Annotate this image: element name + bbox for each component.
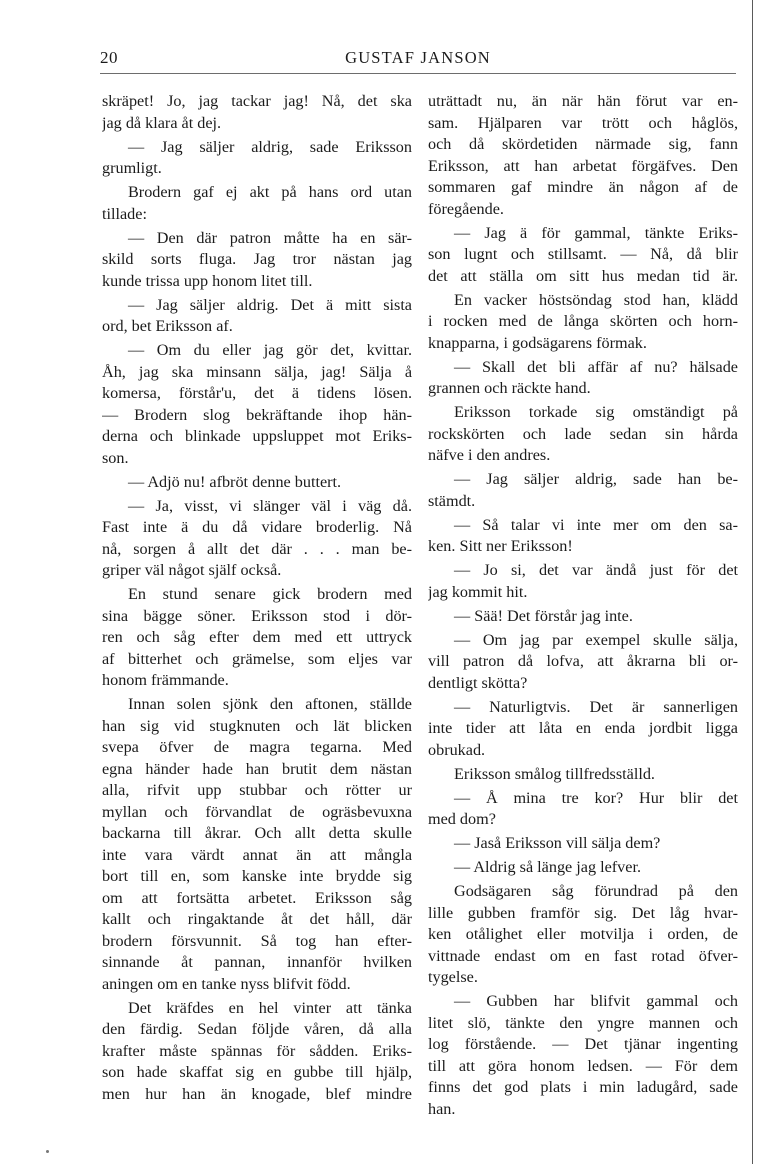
text-line: uträttadt nu, än när hän förut var en- xyxy=(428,92,738,110)
text-line: — Skall det bli affär af nu? hälsade xyxy=(454,357,738,376)
text-line: vittnade endast om en fast rotad öfver- xyxy=(428,946,738,965)
text-line: litet slö, tänkte den yngre mannen och xyxy=(428,1013,738,1032)
text-line: Brodern gaf ej akt på hans ord utan xyxy=(128,183,412,201)
text-line: sam. Hjälparen var trött och håglös, xyxy=(428,113,738,132)
text-line: Godsägaren såg förundrad på den xyxy=(454,882,738,900)
text-line: — Jaså Eriksson vill sälja dem? xyxy=(454,834,661,852)
text-line: näfve i den andres. xyxy=(428,446,551,464)
text-line: son lugnt och stillsamt. — Nå, då blir xyxy=(428,245,738,263)
running-title: GUSTAF JANSON xyxy=(345,48,491,67)
text-line: obrukad. xyxy=(428,740,486,759)
text-line: lille gubben framför sig. Det låg hvar- xyxy=(428,903,738,922)
text-line: Eriksson, att han arbetat förgäfves. Den xyxy=(428,156,738,175)
text-line: jag kommit hit. xyxy=(428,582,528,601)
text-line: krafter måste spännas för sådden. Eriks- xyxy=(102,1041,412,1060)
text-line: honom främmande. xyxy=(102,671,229,689)
text-line: kunde trissa upp honom litet till. xyxy=(102,271,313,290)
text-line: till att göra honom ledsen. — För dem xyxy=(428,1056,738,1075)
text-line: myllan och förvandlat de ogräsbevuxna xyxy=(102,802,412,821)
paper-speck xyxy=(46,1150,49,1153)
text-line: vill patron då lofva, att åkrarna bli or- xyxy=(428,652,738,670)
text-line: knapparna, i godsägarens förmak. xyxy=(428,333,647,352)
text-line: — Aldrig så länge jag lefver. xyxy=(454,858,642,876)
text-line: Åh, jag ska minsann sälja, jag! Sälja å xyxy=(102,362,412,381)
text-line: ken. Sitt ner Eriksson! xyxy=(428,537,573,555)
text-line: Eriksson torkade sig omständigt på xyxy=(454,403,738,421)
text-line: — Å mina tre kor? Hur blir det xyxy=(454,788,738,807)
text-line: af bitterhet och grämelse, som eljes var xyxy=(102,649,412,668)
text-line: En vacker höstsöndag stod han, klädd xyxy=(454,290,738,309)
text-line: dentligt skötta? xyxy=(428,673,528,692)
text-line: jag då klara åt dej. xyxy=(102,113,222,132)
text-line: — Jag säljer aldrig, sade han be- xyxy=(454,470,738,488)
text-line: kallt och ringaktande åt det håll, där xyxy=(102,910,412,928)
text-line: han sig vid stugknuten och lät blicken xyxy=(102,716,412,735)
text-line: tygelse. xyxy=(428,968,478,986)
text-line: stämdt. xyxy=(428,491,476,510)
text-line: — Naturligtvis. Det är sannerligen xyxy=(454,697,738,716)
text-line: backarna till åkrar. Och allt detta skulle xyxy=(102,824,412,842)
text-line: inte tider att låta en enda jordbit ligga xyxy=(428,719,738,737)
text-line: föregående. xyxy=(428,199,504,218)
page-edge-rule xyxy=(752,0,753,1164)
text-line: — Jo si, det var ändå just för det xyxy=(454,561,738,579)
text-line: grannen och räckte hand. xyxy=(428,379,591,397)
text-line: sommaren gaf mindre än någon af de xyxy=(428,178,738,196)
running-head xyxy=(100,48,736,72)
text-line: — Sää! Det förstår jag inte. xyxy=(454,606,633,625)
text-line: i rocken med de långa skörten och horn- xyxy=(428,312,738,330)
text-line: ken otålighet eller motvilja i orden, de xyxy=(428,925,738,943)
text-line: griper väl något själf också. xyxy=(102,561,282,579)
text-line: son. xyxy=(102,448,129,467)
text-line: skild sorts fluga. Jag tror nästan jag xyxy=(102,250,412,268)
text-line: sina bägge söner. Eriksson stod i dör- xyxy=(102,606,412,625)
text-line: — Den där patron måtte ha en sär- xyxy=(128,228,412,247)
text-line: brodern försvunnit. Så tog han efter- xyxy=(102,931,412,950)
text-line: rockskörten och lade sedan sin hårda xyxy=(428,424,738,443)
text-line: och då skördetiden närmade sig, fann xyxy=(428,135,738,153)
text-line: nå, sorgen å allt det där . . . man be- xyxy=(102,539,412,558)
text-line: svepa öfver de magra tegarna. Med xyxy=(102,738,412,756)
right-column xyxy=(428,91,738,1120)
text-line: alla, rifvit upp stubbar och rötter ur xyxy=(102,781,412,799)
text-line: det att ställa om sitt hus medan tid är. xyxy=(428,266,738,285)
text-line: han. xyxy=(428,1099,456,1118)
text-line: — Gubben har blifvit gammal och xyxy=(454,992,738,1010)
text-line: — Jag säljer aldrig, sade Eriksson xyxy=(128,137,412,156)
text-line: ren och såg efter dem med ett uttryck xyxy=(102,628,412,646)
text-line: tillade: xyxy=(102,204,147,223)
text-line: — Brodern slog bekräftande ihop hän- xyxy=(102,405,412,424)
text-line: komersa, förstår'u, det ä tidens lösen. xyxy=(102,384,412,402)
text-line: om att fortsätta arbetet. Eriksson såg xyxy=(102,888,412,907)
text-line: — Jag säljer aldrig. Det ä mitt sista xyxy=(128,295,412,314)
text-line: son hade skaffat sig en gubbe till hjälp, xyxy=(102,1063,412,1081)
text-line: grumligt. xyxy=(102,159,162,177)
text-line: — Adjö nu! afbröt denne buttert. xyxy=(128,472,342,491)
text-line: — Om du eller jag gör det, kvittar. xyxy=(128,341,412,359)
text-line: Det kräfdes en hel vinter att tänka xyxy=(128,998,412,1017)
text-line: egna händer hade han brutit dem nästan xyxy=(102,759,412,778)
text-line: derna och blinkade uppsluppet mot Eriks- xyxy=(102,427,412,445)
left-column xyxy=(102,91,412,1105)
text-line: sinnande åt pannan, innanför hvilken xyxy=(102,953,412,971)
text-line: bort till en, som kanske inte brydde sig xyxy=(102,867,412,885)
text-line: log förstående. — Det tjänar ingenting xyxy=(428,1035,738,1053)
text-line: aningen om en tanke nyss blifvit född. xyxy=(102,974,351,993)
text-line: den färdig. Sedan följde våren, då alla xyxy=(102,1020,412,1038)
text-line: — Ja, visst, vi slänger väl i väg då. xyxy=(128,496,412,515)
text-line: ord, bet Eriksson af. xyxy=(102,317,233,335)
text-line: skräpet! Jo, jag tackar jag! Nå, det ska xyxy=(102,92,412,110)
header-rule xyxy=(100,73,736,74)
text-line: finns det god plats i min ladugård, sade xyxy=(428,1078,738,1096)
text-line: — Så talar vi inte mer om den sa- xyxy=(454,515,738,534)
text-line: Eriksson smålog tillfredsställd. xyxy=(454,764,655,783)
text-line: men hur han än knogade, blef mindre xyxy=(102,1084,412,1103)
page-number: 20 xyxy=(100,48,118,67)
text-line: inte vara värdt annat än att mångla xyxy=(102,845,412,864)
text-line: En stund senare gick brodern med xyxy=(128,585,412,603)
text-line: — Jag ä för gammal, tänkte Eriks- xyxy=(454,223,738,242)
text-line: Innan solen sjönk den aftonen, ställde xyxy=(128,695,412,713)
text-line: Fast inte ä du då vidare broderlig. Nå xyxy=(102,518,412,536)
text-line: — Om jag par exempel skulle sälja, xyxy=(454,630,738,649)
text-line: med dom? xyxy=(428,810,496,828)
